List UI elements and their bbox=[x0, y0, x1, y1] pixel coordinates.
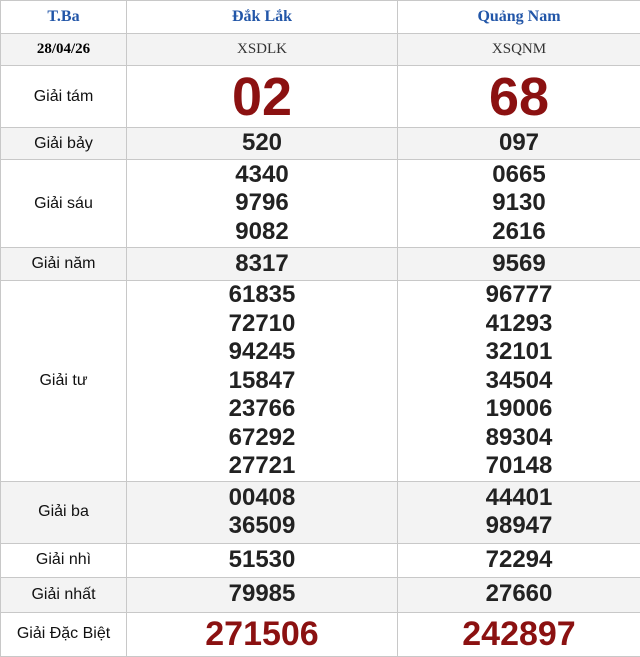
prize-label: Giải nhì bbox=[1, 543, 127, 577]
prize-number: 67292 bbox=[127, 424, 397, 453]
prize-label: Giải Đặc Biệt bbox=[1, 612, 127, 656]
prize-number: 00408 bbox=[127, 484, 397, 513]
prize-label: Giải bảy bbox=[1, 128, 127, 160]
prize-number: 2616 bbox=[398, 218, 640, 247]
prize-row-g4 bbox=[1, 281, 640, 482]
prize-number: 72710 bbox=[127, 310, 397, 339]
prize-number: 72294 bbox=[398, 546, 640, 575]
codes-row bbox=[1, 34, 640, 66]
prize-number: 9796 bbox=[127, 189, 397, 218]
prize-label: Giải sáu bbox=[1, 160, 127, 248]
prize-number: 36509 bbox=[127, 512, 397, 541]
prize-row-g7 bbox=[1, 128, 640, 160]
prize-number: 9130 bbox=[398, 189, 640, 218]
prize-row-special bbox=[1, 612, 640, 656]
special-prize-number: 271506 bbox=[127, 614, 397, 654]
prize-number: 41293 bbox=[398, 310, 640, 339]
prize-number: 8317 bbox=[127, 250, 397, 279]
prize-row-g3 bbox=[1, 481, 640, 543]
prize-row-g2 bbox=[1, 543, 640, 577]
prize-number: 68 bbox=[398, 67, 640, 127]
province-code-dak-lak: XSDLK bbox=[127, 34, 398, 66]
prize-number: 44401 bbox=[398, 484, 640, 513]
prize-row-g1 bbox=[1, 577, 640, 612]
province-code-quang-nam: XSQNM bbox=[398, 34, 640, 66]
prize-number: 61835 bbox=[127, 281, 397, 310]
prize-number: 51530 bbox=[127, 546, 397, 575]
draw-date: 28/04/26 bbox=[1, 34, 127, 66]
special-prize-number: 242897 bbox=[398, 614, 640, 654]
prize-number: 4340 bbox=[127, 161, 397, 190]
prize-row-g5 bbox=[1, 248, 640, 281]
prize-number: 02 bbox=[127, 67, 397, 127]
prize-number: 9569 bbox=[398, 250, 640, 279]
prize-number: 27660 bbox=[398, 580, 640, 609]
prize-label: Giải tư bbox=[1, 281, 127, 482]
prize-number: 23766 bbox=[127, 395, 397, 424]
province-header-quang-nam[interactable]: Quảng Nam bbox=[398, 1, 640, 34]
prize-number: 0665 bbox=[398, 161, 640, 190]
prize-number: 79985 bbox=[127, 580, 397, 609]
prize-number: 097 bbox=[398, 129, 640, 158]
prize-number: 94245 bbox=[127, 338, 397, 367]
prize-number: 32101 bbox=[398, 338, 640, 367]
prize-number: 520 bbox=[127, 129, 397, 158]
prize-number: 9082 bbox=[127, 218, 397, 247]
prize-number: 27721 bbox=[127, 452, 397, 481]
prize-label: Giải nhất bbox=[1, 577, 127, 612]
prize-label: Giải năm bbox=[1, 248, 127, 281]
prize-label: Giải ba bbox=[1, 481, 127, 543]
prize-number: 96777 bbox=[398, 281, 640, 310]
day-of-week: T.Ba bbox=[1, 1, 127, 34]
prize-number: 89304 bbox=[398, 424, 640, 453]
prize-number: 98947 bbox=[398, 512, 640, 541]
prize-label: Giải tám bbox=[1, 66, 127, 128]
prize-row-g6 bbox=[1, 160, 640, 248]
header-row bbox=[1, 1, 640, 34]
prize-number: 70148 bbox=[398, 452, 640, 481]
prize-number: 34504 bbox=[398, 367, 640, 396]
prize-row-g8 bbox=[1, 66, 640, 128]
prize-number: 19006 bbox=[398, 395, 640, 424]
province-header-dak-lak[interactable]: Đắk Lắk bbox=[127, 1, 398, 34]
prize-number: 15847 bbox=[127, 367, 397, 396]
